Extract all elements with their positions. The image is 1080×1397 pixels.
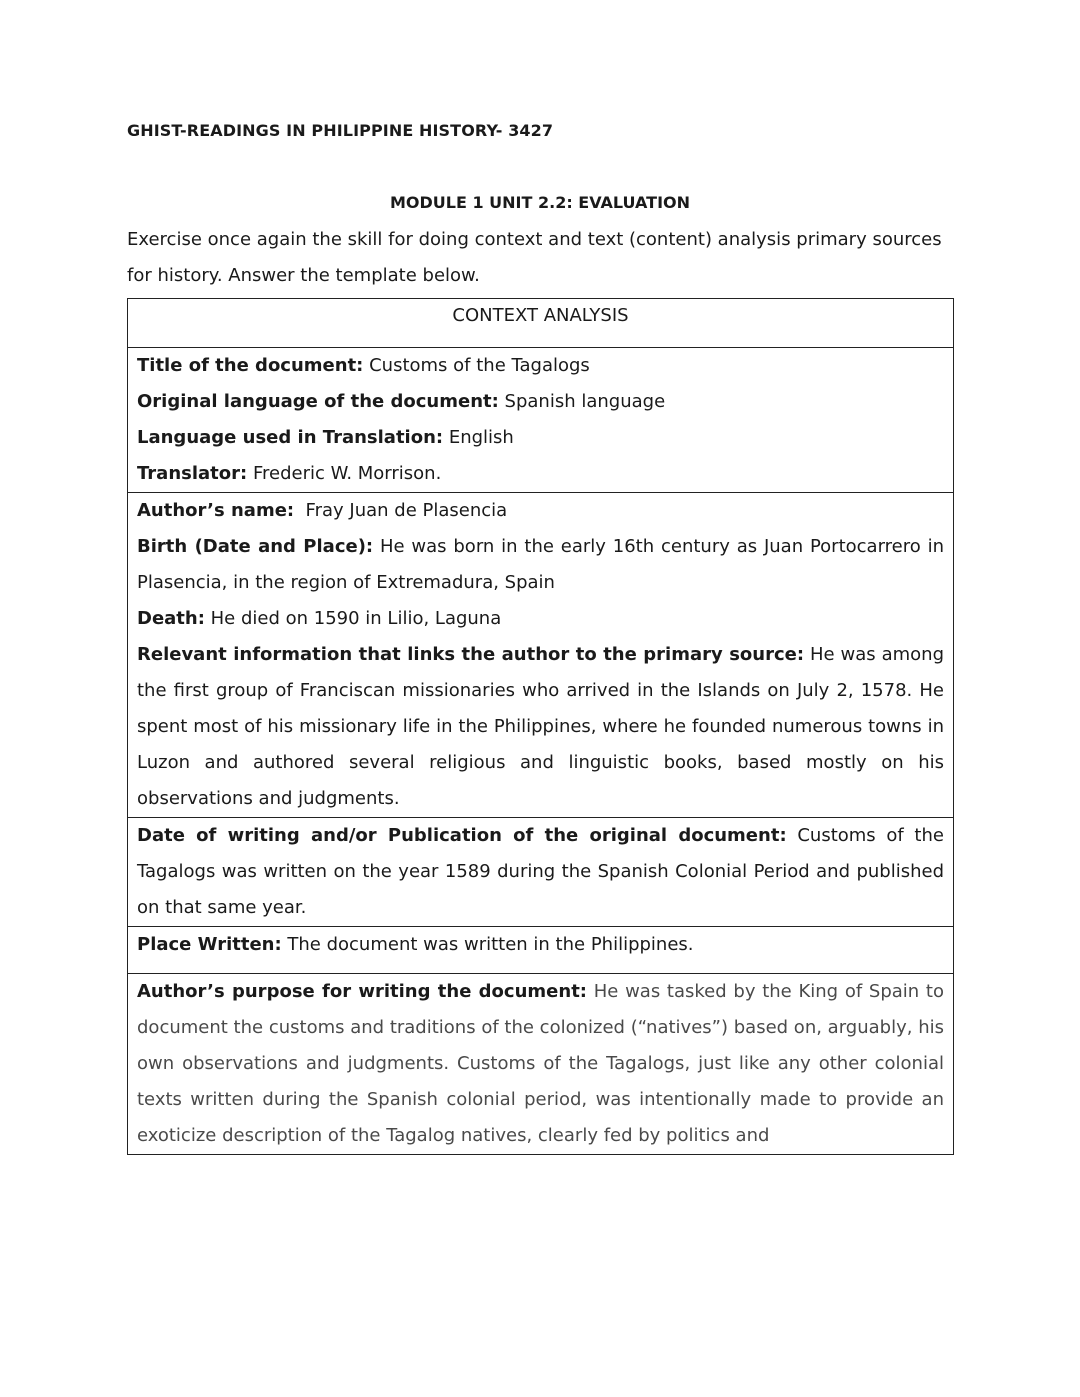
purpose-info-cell (128, 974, 954, 1155)
field-value: Customs of the Tagalogs (363, 355, 590, 376)
field-label: Death: (137, 608, 205, 629)
field-label: Language used in Translation: (137, 427, 444, 448)
field-value: He died on 1590 in Lilio, Laguna (204, 608, 502, 629)
course-title: GHIST-READINGS IN PHILIPPINE HISTORY- 3427 (127, 121, 554, 140)
field-value: The document was written in the Philippines. (281, 934, 694, 955)
field-label: Author’s name: (137, 500, 295, 521)
date-info-row (128, 818, 954, 927)
purpose-field (137, 974, 944, 1154)
document-title-field (137, 348, 944, 384)
field-value: He was among the first group of Franciscan missionaries who arrived in the Islands on July 2, 1578. He spent most of his missionary life in the Philippines, where he founded numerous towns in Luzon and authored several religious and linguistic books, based mostly on his observations and judgments. (137, 644, 944, 809)
field-value: Fray Juan de Plasencia (294, 500, 508, 521)
document-info-cell (128, 348, 954, 493)
place-info-cell (128, 927, 954, 974)
date-field (137, 818, 944, 926)
module-title: MODULE 1 UNIT 2.2: EVALUATION (389, 193, 691, 212)
field-value: English (443, 427, 514, 448)
place-field (137, 927, 944, 963)
field-label: Relevant information that links the author to the primary source: (137, 644, 805, 665)
author-info-row (128, 493, 954, 818)
field-label: Place Written: (137, 934, 282, 955)
date-info-cell (128, 818, 954, 927)
purpose-info-row (128, 974, 954, 1155)
field-value: Customs of the Tagalogs was written on the year 1589 during the Spanish Colonial Period and published on that same year. (137, 825, 944, 918)
table-header: CONTEXT ANALYSIS (128, 299, 954, 348)
field-label: Birth (Date and Place): (137, 536, 374, 557)
original-language-field (137, 384, 944, 420)
relevant-info-field (137, 637, 944, 817)
translation-language-field (137, 420, 944, 456)
author-info-cell (128, 493, 954, 818)
document-info-row (128, 348, 954, 493)
instructions-text: Exercise once again the skill for doing context and text (content) analysis primary sources for history. Answer the template below. (127, 229, 942, 286)
field-value: He was tasked by the King of Spain to document the customs and traditions of the colonized (“natives”) based on, arguably, his own observations and judgments. Customs of the Tagalogs, just like any other colonial texts written during the Spanish colonial period, was intentionally made to provide an exoticize description of the Tagalog natives, clearly fed by politics and (137, 981, 945, 1146)
table-header-row (128, 299, 954, 348)
field-label: Title of the document: (137, 355, 364, 376)
field-label: Translator: (137, 463, 248, 484)
death-field (137, 601, 944, 637)
field-label: Original language of the document: (137, 391, 499, 412)
translator-field (137, 456, 944, 492)
author-name-field (137, 493, 944, 529)
context-analysis-table (127, 298, 954, 1155)
field-value: Frederic W. Morrison. (247, 463, 442, 484)
place-info-row (128, 927, 954, 974)
field-label: Author’s purpose for writing the document: (137, 981, 587, 1002)
field-label: Date of writing and/or Publication of the original document: (137, 825, 787, 846)
field-value: Spanish language (498, 391, 666, 412)
birth-field (137, 529, 944, 601)
field-value: He was born in the early 16th century as Juan Portocarrero in Plasencia, in the region of Extremadura, Spain (137, 536, 944, 593)
